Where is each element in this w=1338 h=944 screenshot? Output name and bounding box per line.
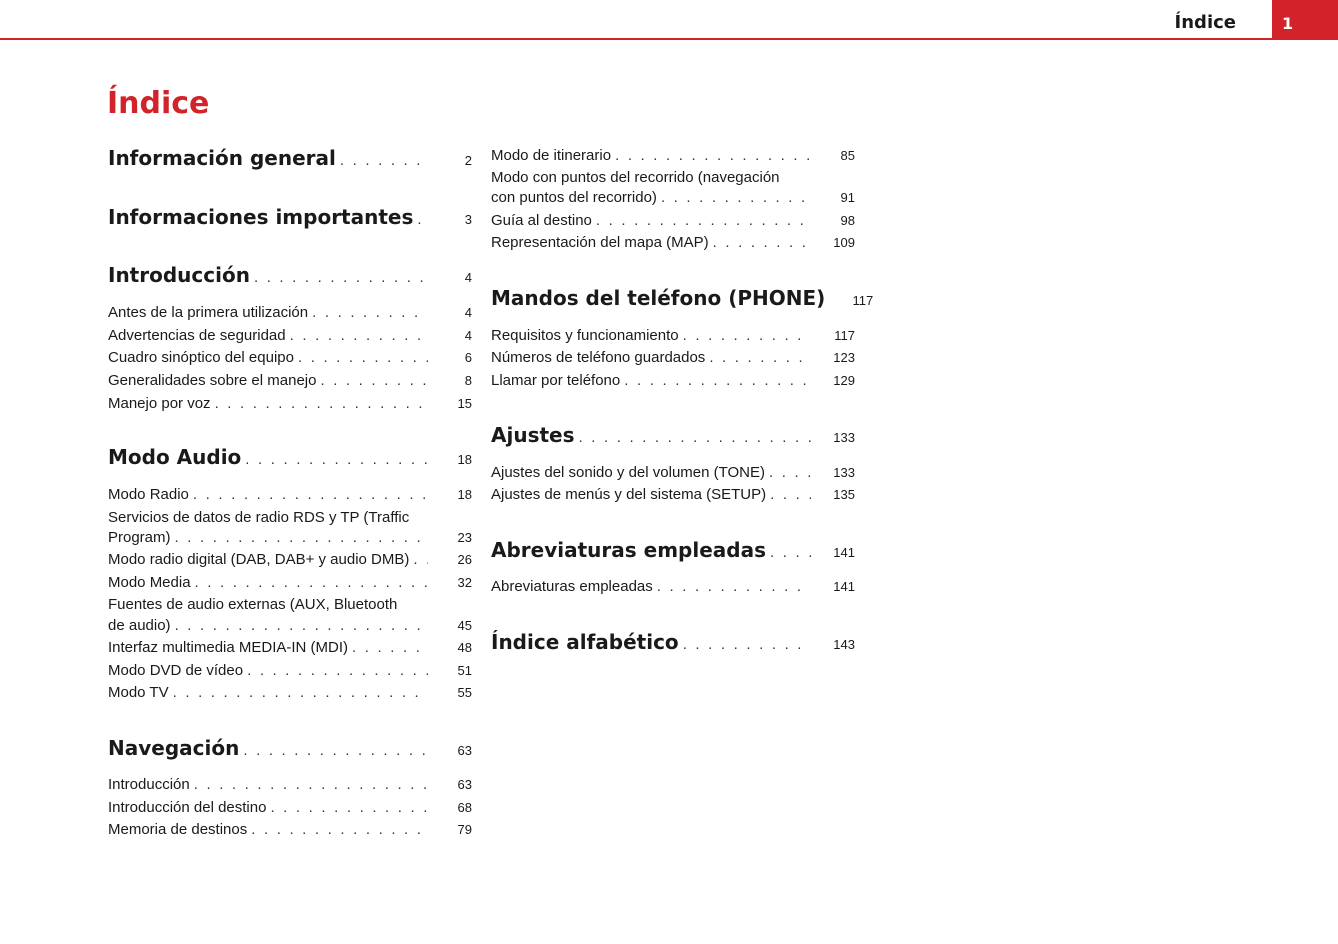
dot-leader <box>413 551 428 568</box>
toc-entry[interactable] <box>491 349 855 366</box>
dot-leader <box>243 742 428 759</box>
toc-page-number: 85 <box>840 148 855 163</box>
toc-page-number: 8 <box>464 373 472 388</box>
toc-entry[interactable] <box>491 327 855 344</box>
toc-chapter-label: Índice alfabético <box>491 630 679 654</box>
toc-entry-label: Modo de itinerario <box>491 147 612 164</box>
toc-entry[interactable] <box>491 212 855 229</box>
toc-entry-label: con puntos del recorrido) <box>491 189 657 206</box>
toc-page-number: 141 <box>833 579 855 594</box>
toc-page-number: 23 <box>457 530 472 545</box>
toc-page-number: 2 <box>464 153 472 168</box>
toc-entry-label: Antes de la primera utilización <box>108 304 309 321</box>
dot-leader <box>298 349 428 366</box>
dot-leader <box>417 211 428 228</box>
dot-leader <box>624 372 811 389</box>
running-header-title: Índice <box>1174 12 1236 33</box>
toc-entry-label: Abreviaturas empleadas <box>491 578 653 595</box>
toc-chapter-modo-audio[interactable] <box>108 445 472 469</box>
toc-chapter-label: Información general <box>108 146 336 170</box>
toc-page-number: 117 <box>852 293 874 308</box>
dot-leader <box>175 617 428 634</box>
toc-page-number: 63 <box>457 777 472 792</box>
dot-leader <box>247 662 428 679</box>
toc-chapter-label: Abreviaturas empleadas <box>491 538 766 562</box>
toc-entry[interactable] <box>108 372 472 389</box>
toc-page-number: 51 <box>457 663 472 678</box>
toc-entry-label: Ajustes del sonido y del volumen (TONE) <box>491 464 766 481</box>
page-number: 1 <box>1282 14 1294 33</box>
page-title: Índice <box>107 86 210 121</box>
dot-leader <box>173 684 428 701</box>
toc-entry-label: Representación del mapa (MAP) <box>491 234 709 251</box>
toc-page-number: 135 <box>833 487 855 502</box>
toc-entry[interactable] <box>108 486 472 503</box>
dot-leader <box>245 451 428 468</box>
toc-entry-label: Modo Radio <box>108 486 189 503</box>
toc-chapter-navegacion[interactable] <box>108 736 472 760</box>
dot-leader <box>194 776 428 793</box>
toc-entry[interactable] <box>108 684 472 701</box>
toc-chapter-ajustes[interactable] <box>491 423 855 447</box>
dot-leader <box>193 486 428 503</box>
toc-entry[interactable] <box>491 464 855 481</box>
toc-chapter-label: Ajustes <box>491 423 575 447</box>
toc-page-number: 117 <box>834 328 855 343</box>
toc-entry[interactable] <box>108 799 472 816</box>
dot-leader <box>709 349 811 366</box>
dot-leader <box>352 639 428 656</box>
toc-entry-label: Program) <box>108 529 171 546</box>
toc-entry[interactable] <box>108 349 472 366</box>
dot-leader <box>683 327 811 344</box>
toc-page-number: 98 <box>840 213 855 228</box>
dot-leader <box>270 799 428 816</box>
dot-leader <box>657 578 811 595</box>
toc-entry[interactable] <box>108 551 472 568</box>
toc-entry[interactable] <box>491 578 855 595</box>
toc-entry-label: Interfaz multimedia MEDIA-IN (MDI) <box>108 639 349 656</box>
toc-page-number: 18 <box>457 452 472 467</box>
toc-chapter-informacion-general[interactable] <box>108 146 472 170</box>
toc-entry-label: Cuadro sinóptico del equipo <box>108 349 294 366</box>
toc-page-number: 91 <box>840 190 855 205</box>
dot-leader <box>175 529 428 546</box>
dot-leader <box>615 147 811 164</box>
toc-page-number: 4 <box>464 328 472 343</box>
dot-leader <box>195 574 428 591</box>
toc-chapter-label: Navegación <box>108 736 240 760</box>
dot-leader <box>596 212 811 229</box>
toc-page-number: 26 <box>457 552 472 567</box>
toc-chapter-abreviaturas[interactable] <box>491 538 855 562</box>
toc-entry[interactable] <box>108 617 472 634</box>
dot-leader <box>769 464 811 481</box>
toc-page-number: 79 <box>457 822 472 837</box>
toc-entry[interactable] <box>108 662 472 679</box>
dot-leader <box>770 544 811 561</box>
toc-entry[interactable] <box>108 821 472 838</box>
dot-leader <box>290 327 428 344</box>
toc-page-number: 109 <box>833 235 855 250</box>
toc-chapter-label: Informaciones importantes <box>108 205 414 229</box>
toc-chapter-label: Mandos del teléfono (PHONE) <box>491 286 826 310</box>
dot-leader <box>320 372 428 389</box>
toc-entry-first-line: Modo con puntos del recorrido (navegación <box>491 169 780 186</box>
toc-chapter-label: Introducción <box>108 263 250 287</box>
toc-entry[interactable] <box>108 304 472 321</box>
toc-page-number: 32 <box>457 575 472 590</box>
dot-leader <box>683 636 811 653</box>
toc-page-number: 4 <box>464 270 472 285</box>
toc-entry-first-line: Fuentes de audio externas (AUX, Bluetooth <box>108 596 398 613</box>
toc-page-number: 6 <box>464 350 472 365</box>
toc-entry-label: Requisitos y funcionamiento <box>491 327 679 344</box>
toc-chapter-label: Modo Audio <box>108 445 242 469</box>
toc-entry[interactable] <box>491 234 855 251</box>
toc-entry[interactable] <box>108 776 472 793</box>
toc-page-number: 133 <box>833 430 855 445</box>
toc-entry[interactable] <box>108 327 472 344</box>
toc-page-number: 129 <box>833 373 855 388</box>
toc-entry[interactable] <box>108 574 472 591</box>
toc-entry[interactable] <box>108 639 472 656</box>
toc-entry-label: Memoria de destinos <box>108 821 248 838</box>
toc-chapter-indice-alfabetico[interactable] <box>491 630 855 654</box>
dot-leader <box>312 304 428 321</box>
dot-leader <box>713 234 811 251</box>
dot-leader <box>340 152 428 169</box>
toc-page-number: 15 <box>457 396 472 411</box>
dot-leader <box>251 821 428 838</box>
toc-entry[interactable] <box>108 529 472 546</box>
toc-chapter-introduccion[interactable] <box>108 263 472 287</box>
dot-leader <box>579 429 811 446</box>
toc-entry-label: Modo DVD de vídeo <box>108 662 244 679</box>
toc-entry-label: de audio) <box>108 617 171 634</box>
toc-entry-label: Modo radio digital (DAB, DAB+ y audio DMB) <box>108 551 410 568</box>
toc-page-number: 55 <box>457 685 472 700</box>
toc-page-number: 4 <box>464 305 472 320</box>
toc-page-number: 63 <box>457 743 472 758</box>
toc-page-number: 45 <box>457 618 472 633</box>
toc-entry[interactable] <box>108 395 472 412</box>
toc-entry-label: Modo Media <box>108 574 191 591</box>
toc-entry[interactable] <box>491 486 855 503</box>
toc-entry[interactable] <box>491 372 855 389</box>
header-rule <box>0 38 1338 40</box>
toc-page-number: 3 <box>464 212 472 227</box>
page-number-tab <box>1272 0 1338 40</box>
toc-page-number: 48 <box>457 640 472 655</box>
dot-leader <box>254 269 428 286</box>
toc-page-number: 123 <box>833 350 855 365</box>
toc-page-number: 143 <box>833 637 855 652</box>
toc-entry-label: Guía al destino <box>491 212 592 229</box>
toc-entry-label: Números de teléfono guardados <box>491 349 706 366</box>
toc-entry-label: Generalidades sobre el manejo <box>108 372 317 389</box>
toc-entry-label: Ajustes de menús y del sistema (SETUP) <box>491 486 767 503</box>
toc-entry-label: Llamar por teléfono <box>491 372 621 389</box>
toc-page-number: 141 <box>833 545 855 560</box>
toc-page-number: 18 <box>457 487 472 502</box>
toc-entry[interactable] <box>491 189 855 206</box>
toc-entry-label: Advertencias de seguridad <box>108 327 286 344</box>
toc-entry-label: Manejo por voz <box>108 395 211 412</box>
dot-leader <box>661 189 811 206</box>
dot-leader <box>770 486 811 503</box>
toc-chapter-telefono[interactable] <box>491 286 874 310</box>
dot-leader <box>215 395 428 412</box>
toc-page-number: 133 <box>833 465 855 480</box>
toc-entry-label: Introducción <box>108 776 190 793</box>
toc-entry-first-line: Servicios de datos de radio RDS y TP (Traffic <box>108 509 410 526</box>
toc-chapter-informaciones-importantes[interactable] <box>108 205 472 229</box>
toc-entry-label: Introducción del destino <box>108 799 267 816</box>
toc-entry-label: Modo TV <box>108 684 169 701</box>
toc-entry[interactable] <box>491 147 855 164</box>
toc-page-number: 68 <box>457 800 472 815</box>
